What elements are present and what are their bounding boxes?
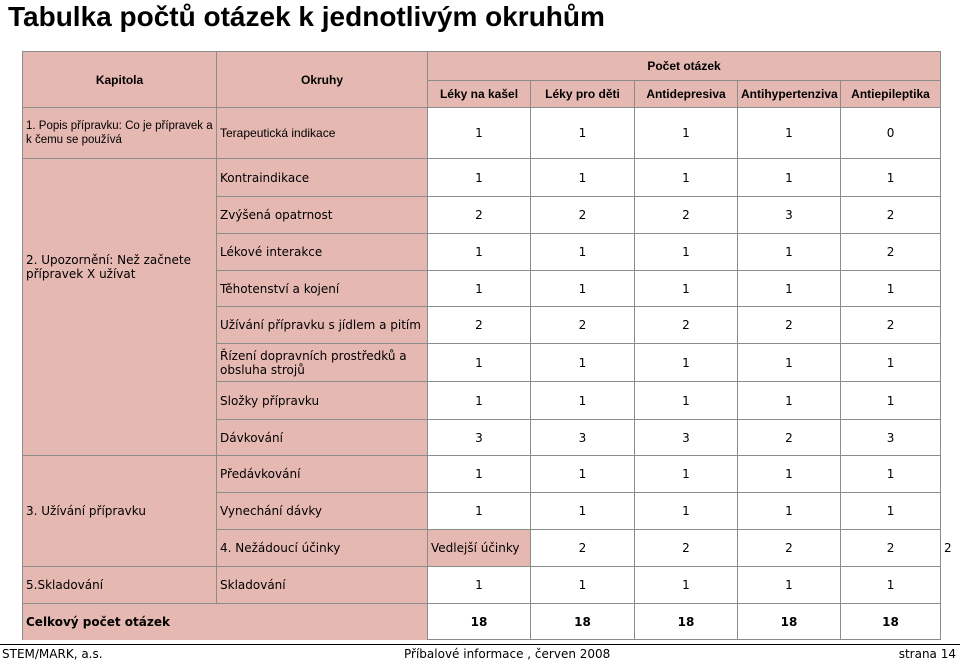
footer-document: Příbalové informace , červen 2008 — [404, 647, 611, 661]
value-cell: 1 — [635, 108, 738, 159]
chapter-cell: 4. Nežádoucí účinky — [217, 530, 428, 567]
okruh-cell: Skladování — [217, 567, 428, 604]
value-cell: 2 — [841, 307, 941, 344]
value-cell: 3 — [841, 420, 941, 456]
header-okruhy: Okruhy — [217, 52, 428, 108]
footer-company: STEM/MARK, a.s. — [2, 647, 103, 661]
total-value: 18 — [738, 604, 841, 640]
okruh-cell: Vynechání dávky — [217, 493, 428, 530]
value-cell: 1 — [531, 234, 635, 271]
total-label: Celkový počet otázek — [23, 604, 428, 640]
value-cell: 1 — [841, 159, 941, 197]
okruh-cell: Terapeutická indikace — [217, 108, 428, 159]
value-cell: 2 — [635, 530, 738, 567]
chapter-cell: 2. Upozornění: Než začnete přípravek X užívat — [23, 159, 217, 456]
page-title: Tabulka počtů otázek k jednotlivým okruhům — [8, 1, 605, 32]
value-cell: 1 — [531, 159, 635, 197]
value-cell: 3 — [738, 197, 841, 234]
column-header: Antiepileptika — [841, 81, 941, 108]
value-cell: 1 — [635, 234, 738, 271]
value-cell: 1 — [531, 344, 635, 382]
value-cell: 2 — [428, 197, 531, 234]
value-cell: 1 — [428, 382, 531, 420]
total-value: 18 — [428, 604, 531, 640]
header-pocet-otazek: Počet otázek — [428, 52, 941, 81]
total-value: 18 — [531, 604, 635, 640]
value-cell: 2 — [635, 197, 738, 234]
value-cell: 1 — [841, 382, 941, 420]
value-cell: 2 — [531, 307, 635, 344]
value-cell: 1 — [738, 344, 841, 382]
value-cell: 3 — [531, 420, 635, 456]
total-value: 18 — [841, 604, 941, 640]
value-cell: 1 — [531, 567, 635, 604]
okruh-cell: Řízení dopravních prostředků a obsluha strojů — [217, 344, 428, 382]
column-header: Léky na kašel — [428, 81, 531, 108]
footer-page-number: strana 14 — [898, 647, 956, 661]
questions-table: Kapitola Okruhy Počet otázek Léky na kašel Léky pro děti Antidepresiva Antihypertenziva Antiepileptika 1. Popis přípravku: Co je přípravek a k čemu se používá Terapeutická indikace 1 1 1 1 0 2. Upozornění: Než začnete přípravek X užívat Kontraindikace 1 1 1 1 1 Zvýšená opatrnost 2 2 2 3 2 Lékové interakce 1 1 1 1 2 Těhotenství a kojení 1 1 1 1 1 Užívání přípravku s jídlem a pitím 2 2 2 2 2 Řízení dopravních prostředků a obsluha strojů 1 1 1 1 1 Složky přípravku 1 1 1 1 1 Dávkování 3 3 3 2 3 3. Užívání přípravku Předávkování 1 1 1 1 1 Vynechání dávky 1 1 1 1 1 4. Nežádoucí účinky Vedlejší účinky 2 2 2 2 2 5.Skladování Skladování 1 1 1 1 1 Celkový počet otázek 18 18 18 18 18 — [22, 51, 941, 640]
total-value: 18 — [635, 604, 738, 640]
chapter-cell: 5.Skladování — [23, 567, 217, 604]
value-cell: 2 — [531, 530, 635, 567]
column-header: Antidepresiva — [635, 81, 738, 108]
column-header: Antihypertenziva — [738, 81, 841, 108]
okruh-cell: Předávkování — [217, 456, 428, 493]
value-cell: 1 — [738, 271, 841, 307]
value-cell: 1 — [841, 271, 941, 307]
value-cell: 1 — [428, 271, 531, 307]
value-cell: 1 — [635, 271, 738, 307]
value-cell: 1 — [531, 382, 635, 420]
okruh-cell: Užívání přípravku s jídlem a pitím — [217, 307, 428, 344]
value-cell: 1 — [635, 159, 738, 197]
value-cell: 2 — [531, 197, 635, 234]
value-cell: 1 — [738, 159, 841, 197]
value-cell: 1 — [841, 456, 941, 493]
value-cell: 1 — [738, 567, 841, 604]
okruh-cell: Lékové interakce — [217, 234, 428, 271]
value-cell: 2 — [738, 307, 841, 344]
column-header: Léky pro děti — [531, 81, 635, 108]
value-cell: 3 — [428, 420, 531, 456]
value-cell: 1 — [531, 456, 635, 493]
okruh-cell: Dávkování — [217, 420, 428, 456]
value-cell: 2 — [738, 530, 841, 567]
value-cell: 1 — [428, 344, 531, 382]
value-cell: 1 — [428, 159, 531, 197]
okruh-cell: Vedlejší účinky — [428, 530, 531, 567]
value-cell: 1 — [738, 234, 841, 271]
value-cell: 1 — [531, 108, 635, 159]
value-cell: 1 — [738, 456, 841, 493]
okruh-cell: Zvýšená opatrnost — [217, 197, 428, 234]
value-cell: 1 — [635, 567, 738, 604]
value-cell: 3 — [635, 420, 738, 456]
value-cell: 1 — [738, 108, 841, 159]
chapter-cell: 1. Popis přípravku: Co je přípravek a k čemu se používá — [23, 108, 217, 159]
value-cell: 1 — [531, 271, 635, 307]
header-kapitola: Kapitola — [23, 52, 217, 108]
value-cell: 2 — [428, 307, 531, 344]
value-cell: 1 — [428, 456, 531, 493]
value-cell: 2 — [841, 197, 941, 234]
value-cell: 1 — [738, 382, 841, 420]
value-cell: 1 — [428, 567, 531, 604]
okruh-cell: Těhotenství a kojení — [217, 271, 428, 307]
value-cell: 2 — [841, 234, 941, 271]
value-cell: 2 — [738, 420, 841, 456]
value-cell: 1 — [738, 493, 841, 530]
page-footer — [0, 644, 960, 664]
value-cell: 2 — [841, 530, 941, 567]
value-cell: 1 — [428, 234, 531, 271]
value-cell: 0 — [841, 108, 941, 159]
value-cell: 1 — [841, 567, 941, 604]
chapter-cell: 3. Užívání přípravku — [23, 456, 217, 567]
okruh-cell: Kontraindikace — [217, 159, 428, 197]
value-cell: 1 — [841, 344, 941, 382]
value-cell: 1 — [635, 382, 738, 420]
value-cell: 2 — [635, 307, 738, 344]
value-cell: 1 — [635, 344, 738, 382]
okruh-cell: Složky přípravku — [217, 382, 428, 420]
value-cell: 1 — [635, 456, 738, 493]
value-cell: 1 — [428, 493, 531, 530]
value-cell: 1 — [531, 493, 635, 530]
value-cell: 1 — [428, 108, 531, 159]
value-cell: 1 — [635, 493, 738, 530]
value-cell: 1 — [841, 493, 941, 530]
